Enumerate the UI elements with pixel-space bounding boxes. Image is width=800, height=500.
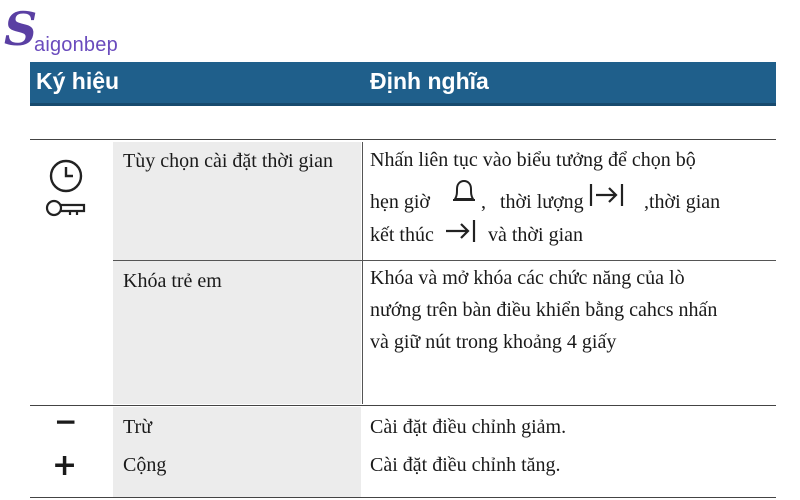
row-child-lock-desc-line1: Khóa và mở khóa các chức năng của lò (370, 267, 685, 289)
clock-icon (46, 156, 86, 196)
row-time-setting-desc-line1: Nhấn liên tục vào biểu tưởng để chọn bộ (370, 149, 696, 171)
row-time-setting-desc-3a: kết thúc (370, 224, 434, 246)
row-child-lock-desc-line3: và giữ nút trong khoảng 4 giấy (370, 331, 617, 353)
logo-text: aigonbep (34, 34, 118, 56)
row-child-lock-name: Khóa trẻ em (123, 270, 222, 292)
row-time-setting-desc-2c: thời lượng (500, 191, 584, 213)
row-child-lock-desc-line2: nướng trên bàn điều khiển bằng cahcs nhấn (370, 299, 718, 321)
row-time-setting-desc-2a: hẹn giờ (370, 191, 431, 213)
rule (113, 260, 776, 261)
row-time-setting-desc-2b: , (481, 191, 486, 213)
rule (30, 497, 776, 498)
row-time-setting-desc-2d: ,thời gian (644, 191, 721, 213)
logo-mark: S (4, 2, 38, 56)
duration-icon (588, 180, 628, 210)
row-plus-name: Cộng (123, 454, 167, 476)
saigonbep-logo (4, 2, 164, 58)
bell-icon (449, 176, 479, 206)
plus-icon: + (52, 448, 78, 483)
row-time-setting-name: Tùy chọn cài đặt thời gian (123, 150, 333, 172)
rule (30, 139, 776, 140)
rule (30, 405, 776, 406)
row-time-setting-desc-3b: và thời gian (488, 224, 583, 246)
row-minus-desc: Cài đặt điều chỉnh giảm. (370, 416, 567, 438)
row-plus-desc: Cài đặt điều chỉnh tăng. (370, 454, 561, 476)
header-definition: Định nghĩa (370, 68, 489, 94)
row-minus-name: Trừ (123, 416, 153, 438)
table-header (30, 62, 776, 106)
key-icon (44, 197, 88, 219)
minus-icon: − (54, 405, 78, 438)
header-symbol: Ký hiệu (36, 68, 120, 94)
end-time-icon (444, 217, 480, 245)
column-divider (362, 142, 363, 404)
